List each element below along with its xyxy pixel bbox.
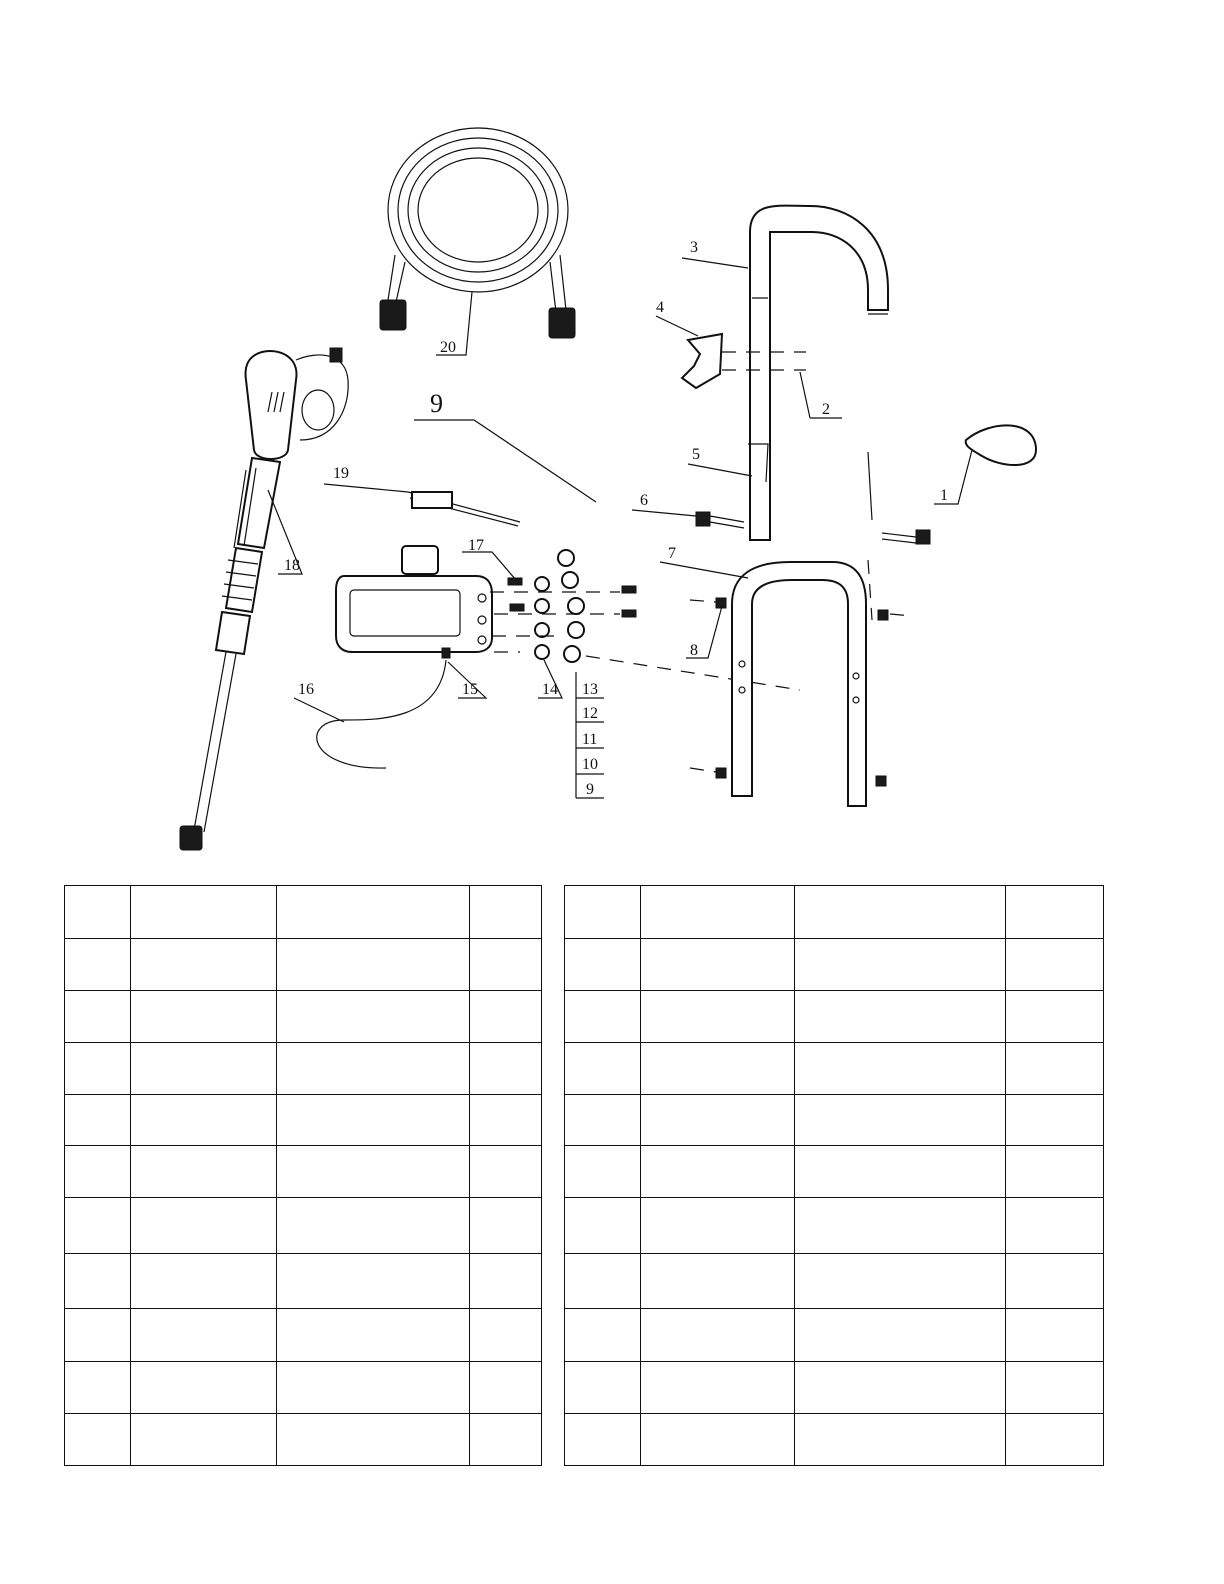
table-cell <box>131 939 276 991</box>
table-cell <box>469 886 541 939</box>
table-cell <box>469 1254 541 1309</box>
parts-table-right <box>564 885 1104 1466</box>
table-cell <box>794 1254 1005 1309</box>
table-cell <box>794 1309 1005 1361</box>
table-cell <box>469 991 541 1042</box>
callout-13: 13 <box>582 681 598 698</box>
table-cell <box>1005 1042 1103 1094</box>
table-cell <box>1005 991 1103 1042</box>
table-cell <box>565 1361 641 1413</box>
callout-2: 2 <box>822 401 830 418</box>
table-cell <box>565 886 641 939</box>
table-cell <box>1005 886 1103 939</box>
callout-7: 7 <box>668 545 676 562</box>
table-cell <box>641 1198 795 1254</box>
filter-strip-part-19 <box>408 492 520 526</box>
table-cell <box>1005 1309 1103 1361</box>
table-cell <box>641 1361 795 1413</box>
table-cell <box>641 886 795 939</box>
table-cell <box>794 1094 1005 1145</box>
table-row <box>65 1042 542 1094</box>
table-cell <box>276 1145 469 1197</box>
bolts-part-6 <box>696 444 930 544</box>
table-cell <box>1005 1094 1103 1145</box>
table-cell <box>131 991 276 1042</box>
spray-gun-part-18 <box>180 348 348 850</box>
table-cell <box>1005 1361 1103 1413</box>
table-row <box>65 1198 542 1254</box>
table-cell <box>565 1198 641 1254</box>
table-cell <box>276 1094 469 1145</box>
tube-part-16 <box>317 660 446 768</box>
table-cell <box>565 1094 641 1145</box>
table-row <box>565 886 1104 939</box>
table-cell <box>1005 1198 1103 1254</box>
table-row <box>65 1094 542 1145</box>
table-cell <box>131 1309 276 1361</box>
callout-4: 4 <box>656 299 664 316</box>
table-row <box>65 991 542 1042</box>
table-cell <box>65 1042 131 1094</box>
table-row <box>565 1361 1104 1413</box>
table-cell <box>794 991 1005 1042</box>
table-cell <box>276 1309 469 1361</box>
table-cell <box>469 1361 541 1413</box>
table-row <box>65 1145 542 1197</box>
table-cell <box>794 1042 1005 1094</box>
table-cell <box>65 1094 131 1145</box>
table-cell <box>641 1145 795 1197</box>
table-cell <box>794 1413 1005 1465</box>
table-row <box>565 1309 1104 1361</box>
strap-part-1 <box>966 425 1036 465</box>
hose-coil-part-20 <box>380 128 575 338</box>
table-cell <box>65 886 131 939</box>
table-cell <box>131 1145 276 1197</box>
table-cell <box>794 1361 1005 1413</box>
table-cell <box>65 1254 131 1309</box>
table-cell <box>794 939 1005 991</box>
table-cell <box>565 1145 641 1197</box>
table-row <box>65 1361 542 1413</box>
table-cell <box>276 1413 469 1465</box>
table-cell <box>1005 1413 1103 1465</box>
table-cell <box>276 1042 469 1094</box>
table-cell <box>565 1254 641 1309</box>
table-cell <box>131 1094 276 1145</box>
callout-9-large: 9 <box>430 389 443 418</box>
tank-part-15 <box>336 546 492 658</box>
table-cell <box>641 1042 795 1094</box>
table-row <box>565 1145 1104 1197</box>
callout-19: 19 <box>333 465 349 482</box>
table-cell <box>65 1145 131 1197</box>
callout-6: 6 <box>640 492 648 509</box>
table-cell <box>276 1198 469 1254</box>
table-cell <box>641 1254 795 1309</box>
table-cell <box>65 1413 131 1465</box>
table-cell <box>641 1309 795 1361</box>
table-cell <box>794 1198 1005 1254</box>
table-cell <box>131 1254 276 1309</box>
table-cell <box>1005 1145 1103 1197</box>
table-cell <box>276 991 469 1042</box>
callout-17: 17 <box>468 537 484 554</box>
table-cell <box>565 991 641 1042</box>
callout-15: 15 <box>462 681 478 698</box>
caps-part-8 <box>690 598 912 786</box>
table-cell <box>641 1413 795 1465</box>
table-cell <box>65 1309 131 1361</box>
table-row <box>565 1094 1104 1145</box>
table-cell <box>65 939 131 991</box>
table-cell <box>131 1198 276 1254</box>
table-cell <box>641 991 795 1042</box>
table-cell <box>276 1254 469 1309</box>
callout-20: 20 <box>440 339 456 356</box>
table-cell <box>131 1361 276 1413</box>
table-cell <box>641 1094 795 1145</box>
table-row <box>65 1309 542 1361</box>
upper-handle-part-3 <box>750 206 888 540</box>
table-cell <box>469 1198 541 1254</box>
table-row <box>65 1254 542 1309</box>
table-cell <box>469 1309 541 1361</box>
parts-table-left <box>64 885 542 1466</box>
callout-16: 16 <box>298 681 314 698</box>
callout-3: 3 <box>690 239 698 256</box>
table-cell <box>276 1361 469 1413</box>
table-cell <box>65 1361 131 1413</box>
table-cell <box>794 1145 1005 1197</box>
table-cell <box>131 1042 276 1094</box>
callout-10: 10 <box>582 756 598 773</box>
table-row <box>565 1254 1104 1309</box>
table-cell <box>469 1094 541 1145</box>
table-row <box>565 1198 1104 1254</box>
table-cell <box>469 939 541 991</box>
table-cell <box>565 939 641 991</box>
callout-8: 8 <box>690 642 698 659</box>
table-cell <box>65 1198 131 1254</box>
table-row <box>65 1413 542 1465</box>
table-cell <box>641 939 795 991</box>
hook-part-4 <box>682 334 722 388</box>
callout-11: 11 <box>582 731 598 748</box>
table-cell <box>565 1413 641 1465</box>
table-cell <box>469 1145 541 1197</box>
callout-18: 18 <box>284 557 300 574</box>
callout-12: 12 <box>582 705 598 722</box>
table-cell <box>1005 1254 1103 1309</box>
table-cell <box>131 1413 276 1465</box>
table-cell <box>65 991 131 1042</box>
table-cell <box>565 1309 641 1361</box>
table-row <box>565 1413 1104 1465</box>
table-cell <box>276 939 469 991</box>
callout-5: 5 <box>692 446 700 463</box>
lower-frame-part-7 <box>732 560 872 806</box>
table-cell <box>565 1042 641 1094</box>
callout-9: 9 <box>586 781 594 798</box>
table-cell <box>276 886 469 939</box>
table-cell <box>469 1042 541 1094</box>
table-cell <box>1005 939 1103 991</box>
table-row <box>565 991 1104 1042</box>
table-cell <box>794 886 1005 939</box>
table-row <box>65 939 542 991</box>
table-row <box>565 1042 1104 1094</box>
table-row <box>65 886 542 939</box>
table-row <box>565 939 1104 991</box>
callout-1: 1 <box>940 487 948 504</box>
table-cell <box>469 1413 541 1465</box>
callout-14: 14 <box>542 681 558 698</box>
table-cell <box>131 886 276 939</box>
